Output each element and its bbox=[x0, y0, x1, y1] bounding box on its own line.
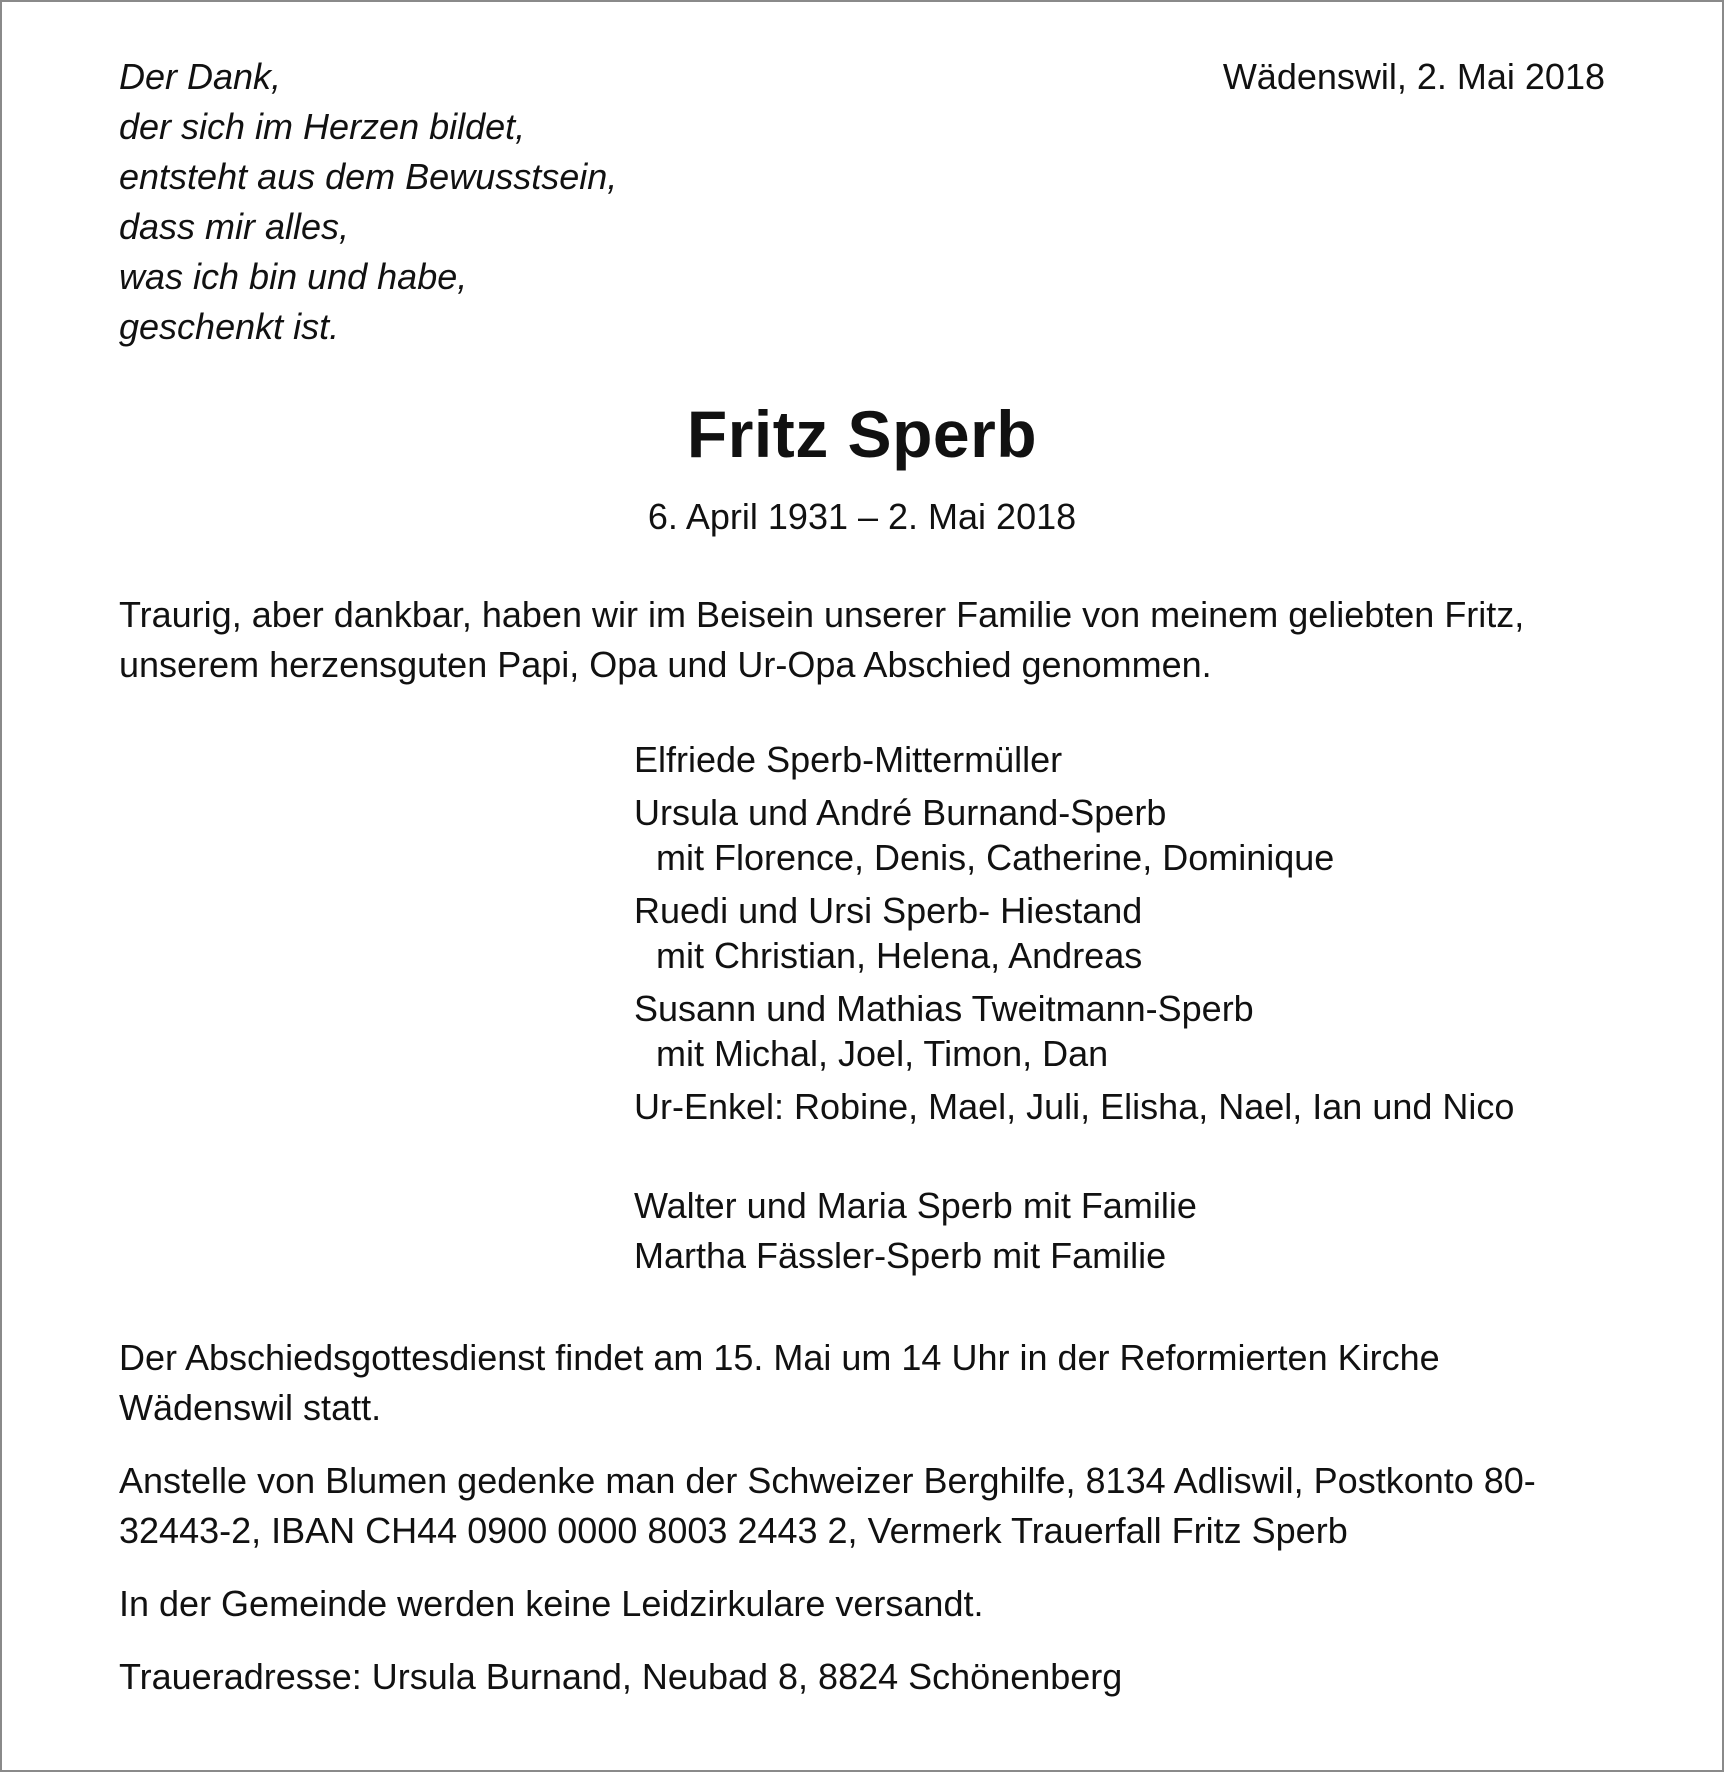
mourner-children: mit Christian, Helena, Andreas bbox=[656, 935, 1143, 976]
life-dates: 6. April 1931 – 2. Mai 2018 bbox=[647, 496, 1077, 537]
great-grandchildren: Ur-Enkel: Robine, Mael, Juli, Elisha, Nael, Ian und Nico bbox=[634, 1086, 1515, 1127]
poem-line: der sich im Herzen bildet, bbox=[119, 106, 526, 147]
mourner-name: Susann und Mathias Tweitmann-Sperb bbox=[634, 988, 1254, 1029]
mourner-name: Elfriede Sperb-Mittermüller bbox=[634, 739, 1063, 780]
notes bbox=[119, 1333, 1619, 1725]
mourner-name: Ruedi und Ursi Sperb- Hiestand bbox=[634, 890, 1143, 931]
donation-info: Anstelle von Blumen gedenke man der Schweizer Berghilfe, 8134 Adliswil, Postkonto 80-32443-2, IBAN CH44 0900 0000 8003 2443 2, Vermerk Trauerfall Fritz Sperb bbox=[119, 1460, 1536, 1551]
mourner-name: Ursula und André Burnand-Sperb bbox=[634, 792, 1167, 833]
place-date: Wädenswil, 2. Mai 2018 bbox=[1222, 56, 1605, 97]
intro-text: Traurig, aber dankbar, haben wir im Beisein unserer Familie von meinem geliebten Fritz, unserem herzensguten Papi, Opa und Ur-Opa Abschied genommen. bbox=[119, 594, 1525, 685]
mourner-group bbox=[634, 888, 1514, 978]
relatives-list bbox=[634, 1181, 1197, 1281]
circulars-info: In der Gemeinde werden keine Leidzirkulare versandt. bbox=[119, 1583, 984, 1624]
mourner-children: mit Michal, Joel, Timon, Dan bbox=[656, 1033, 1109, 1074]
poem-line: was ich bin und habe, bbox=[119, 256, 468, 297]
mourner-group bbox=[634, 986, 1514, 1076]
poem bbox=[119, 52, 617, 352]
mourner-children: mit Florence, Denis, Catherine, Dominique bbox=[656, 837, 1335, 878]
mourners-list bbox=[634, 737, 1514, 1137]
mourner-group bbox=[634, 737, 1514, 782]
relative-family: Martha Fässler-Sperb mit Familie bbox=[634, 1235, 1167, 1276]
service-info: Der Abschiedsgottesdienst findet am 15. Mai um 14 Uhr in der Reformierten Kirche Wädenswil statt. bbox=[119, 1337, 1440, 1428]
poem-line: dass mir alles, bbox=[119, 206, 350, 247]
poem-line: entsteht aus dem Bewusstsein, bbox=[119, 156, 618, 197]
mourner-group bbox=[634, 790, 1514, 880]
deceased-name: Fritz Sperb bbox=[686, 397, 1038, 471]
mourning-address: Traueradresse: Ursula Burnand, Neubad 8, 8824 Schönenberg bbox=[119, 1656, 1123, 1697]
relative-family: Walter und Maria Sperb mit Familie bbox=[634, 1185, 1197, 1226]
mourner-group bbox=[634, 1084, 1514, 1129]
poem-line: geschenkt ist. bbox=[119, 306, 340, 347]
poem-line: Der Dank, bbox=[119, 56, 282, 97]
